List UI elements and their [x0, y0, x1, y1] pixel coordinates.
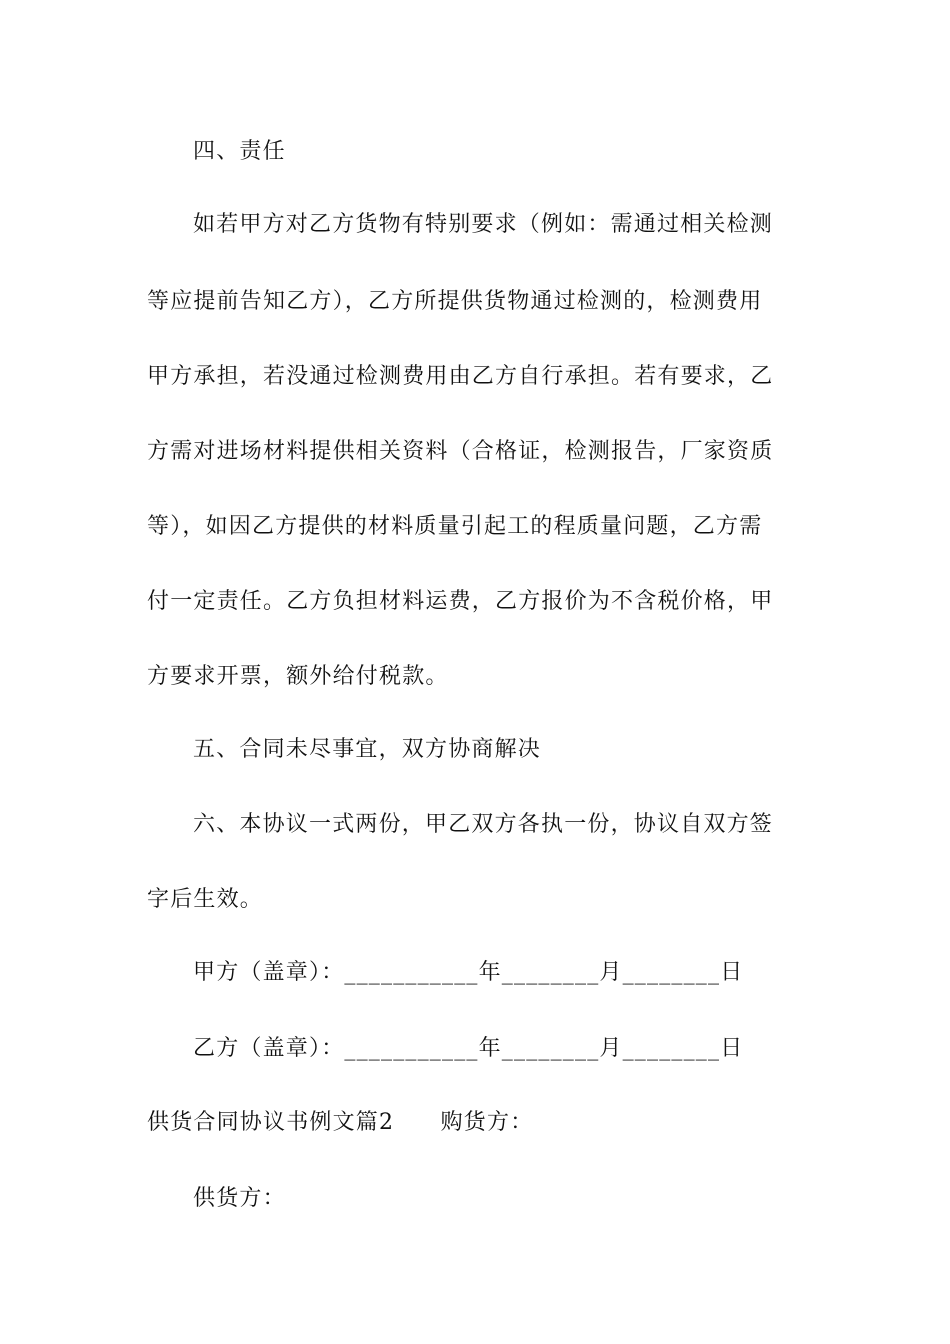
supplier-label: 供货方： [193, 1186, 286, 1211]
paragraph-line: 等），如因乙方提供的材料质量引起工的程质量问题，乙方需 [147, 514, 763, 539]
signature-line-party-b: 乙方（盖章）：___________年________月________日 [193, 1036, 744, 1061]
paragraph-line: 如若甲方对乙方货物有特别要求（例如：需通过相关检测 [193, 212, 774, 237]
paragraph-line: 付一定责任。乙方负担材料运费，乙方报价为不含税价格，甲 [147, 589, 774, 614]
example-title-line: 供货合同协议书例文篇2 购货方： [147, 1110, 534, 1135]
paragraph-line: 等应提前告知乙方），乙方所提供货物通过检测的，检测费用 [147, 289, 763, 314]
paragraph-line: 方需对进场材料提供相关资料（合格证，检测报告，厂家资质 [147, 439, 774, 464]
section-heading-responsibility: 四、责任 [193, 139, 286, 164]
section-heading-unresolved-matters: 五、合同未尽事宜，双方协商解决 [193, 737, 542, 762]
signature-line-party-a: 甲方（盖章）：___________年________月________日 [193, 960, 744, 985]
paragraph-line: 方要求开票，额外给付税款。 [147, 664, 449, 689]
paragraph-line: 六、本协议一式两份，甲乙双方各执一份，协议自双方签 [193, 812, 774, 837]
paragraph-line: 字后生效。 [147, 887, 264, 912]
paragraph-line: 甲方承担，若没通过检测费用由乙方自行承担。若有要求，乙 [147, 364, 774, 389]
